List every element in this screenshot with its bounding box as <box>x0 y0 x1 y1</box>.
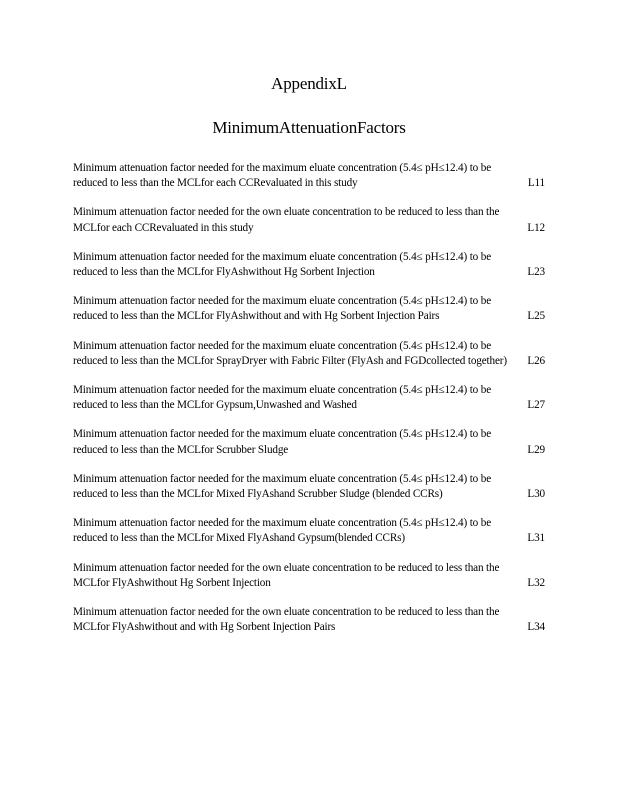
toc-page-number: L31 <box>527 532 545 545</box>
toc-entry <box>73 472 545 502</box>
appendix-title: AppendixL <box>271 74 347 93</box>
toc-entry <box>73 205 545 235</box>
table-of-contents <box>73 161 545 649</box>
toc-entry-text: Minimum attenuation factor needed for the own eluate concentration to be reduced to less than the MCLfor FlyAshwithout Hg Sorbent Injection <box>73 561 500 589</box>
toc-page-number: L27 <box>527 399 545 412</box>
toc-entry-text: Minimum attenuation factor needed for the maximum eluate concentration (5.4≤ pH≤12.4) to be reduced to less than the MCLfor Gypsum,Unwashed and Washed <box>73 384 492 412</box>
toc-page-number: L12 <box>527 221 545 234</box>
toc-page-number: L23 <box>527 266 545 279</box>
toc-entry-text: Minimum attenuation factor needed for the maximum eluate concentration (5.4≤ pH≤12.4) to be reduced to less than the MCLfor SprayDryer with Fabric Filter (FlyAsh and FGDcollected together) <box>73 339 507 367</box>
toc-entry <box>73 339 545 369</box>
toc-entry-text: Minimum attenuation factor needed for the maximum eluate concentration (5.4≤ pH≤12.4) to be reduced to less than the MCLfor each CCRevaluated in this study <box>73 162 492 190</box>
toc-entry-text: Minimum attenuation factor needed for the own eluate concentration to be reduced to less than the MCLfor each CCRevaluated in this study <box>73 206 500 234</box>
toc-entry <box>73 383 545 413</box>
toc-entry <box>73 161 545 191</box>
toc-entry-text: Minimum attenuation factor needed for the own eluate concentration to be reduced to less than the MCLfor FlyAshwithout and with Hg Sorbent Injection Pairs <box>73 606 500 634</box>
toc-entry <box>73 605 545 635</box>
toc-entry-text: Minimum attenuation factor needed for the maximum eluate concentration (5.4≤ pH≤12.4) to be reduced to less than the MCLfor FlyAshwithout and with Hg Sorbent Injection Pairs <box>73 295 492 323</box>
toc-page-number: L34 <box>527 621 545 634</box>
toc-entry <box>73 294 545 324</box>
toc-entry-text: Minimum attenuation factor needed for the maximum eluate concentration (5.4≤ pH≤12.4) to be reduced to less than the MCLfor FlyAshwithout Hg Sorbent Injection <box>73 250 492 279</box>
toc-page-number: L32 <box>527 576 545 589</box>
appendix-subtitle: MinimumAttenuationFactors <box>212 118 406 137</box>
toc-page-number: L26 <box>527 354 545 367</box>
toc-page-number: L11 <box>527 177 545 190</box>
toc-entry-text: Minimum attenuation factor needed for the maximum eluate concentration (5.4≤ pH≤12.4) to be reduced to less than the MCLfor Scrubber Sludge <box>73 428 492 456</box>
toc-page-number: L30 <box>527 488 545 501</box>
toc-entry <box>73 561 545 591</box>
toc-entry <box>73 427 545 457</box>
toc-entry <box>73 516 545 546</box>
toc-entry <box>73 250 545 280</box>
toc-entry-text: Minimum attenuation factor needed for the maximum eluate concentration (5.4≤ pH≤12.4) to be reduced to less than the MCLfor Mixed FlyAshand Scrubber Sludge (blended CCRs) <box>73 472 492 501</box>
toc-page-number: L29 <box>527 443 545 456</box>
toc-page-number: L25 <box>527 310 545 323</box>
toc-entry-text: Minimum attenuation factor needed for the maximum eluate concentration (5.4≤ pH≤12.4) to be reduced to less than the MCLfor Mixed FlyAshand Gypsum(blended CCRs) <box>73 517 492 545</box>
